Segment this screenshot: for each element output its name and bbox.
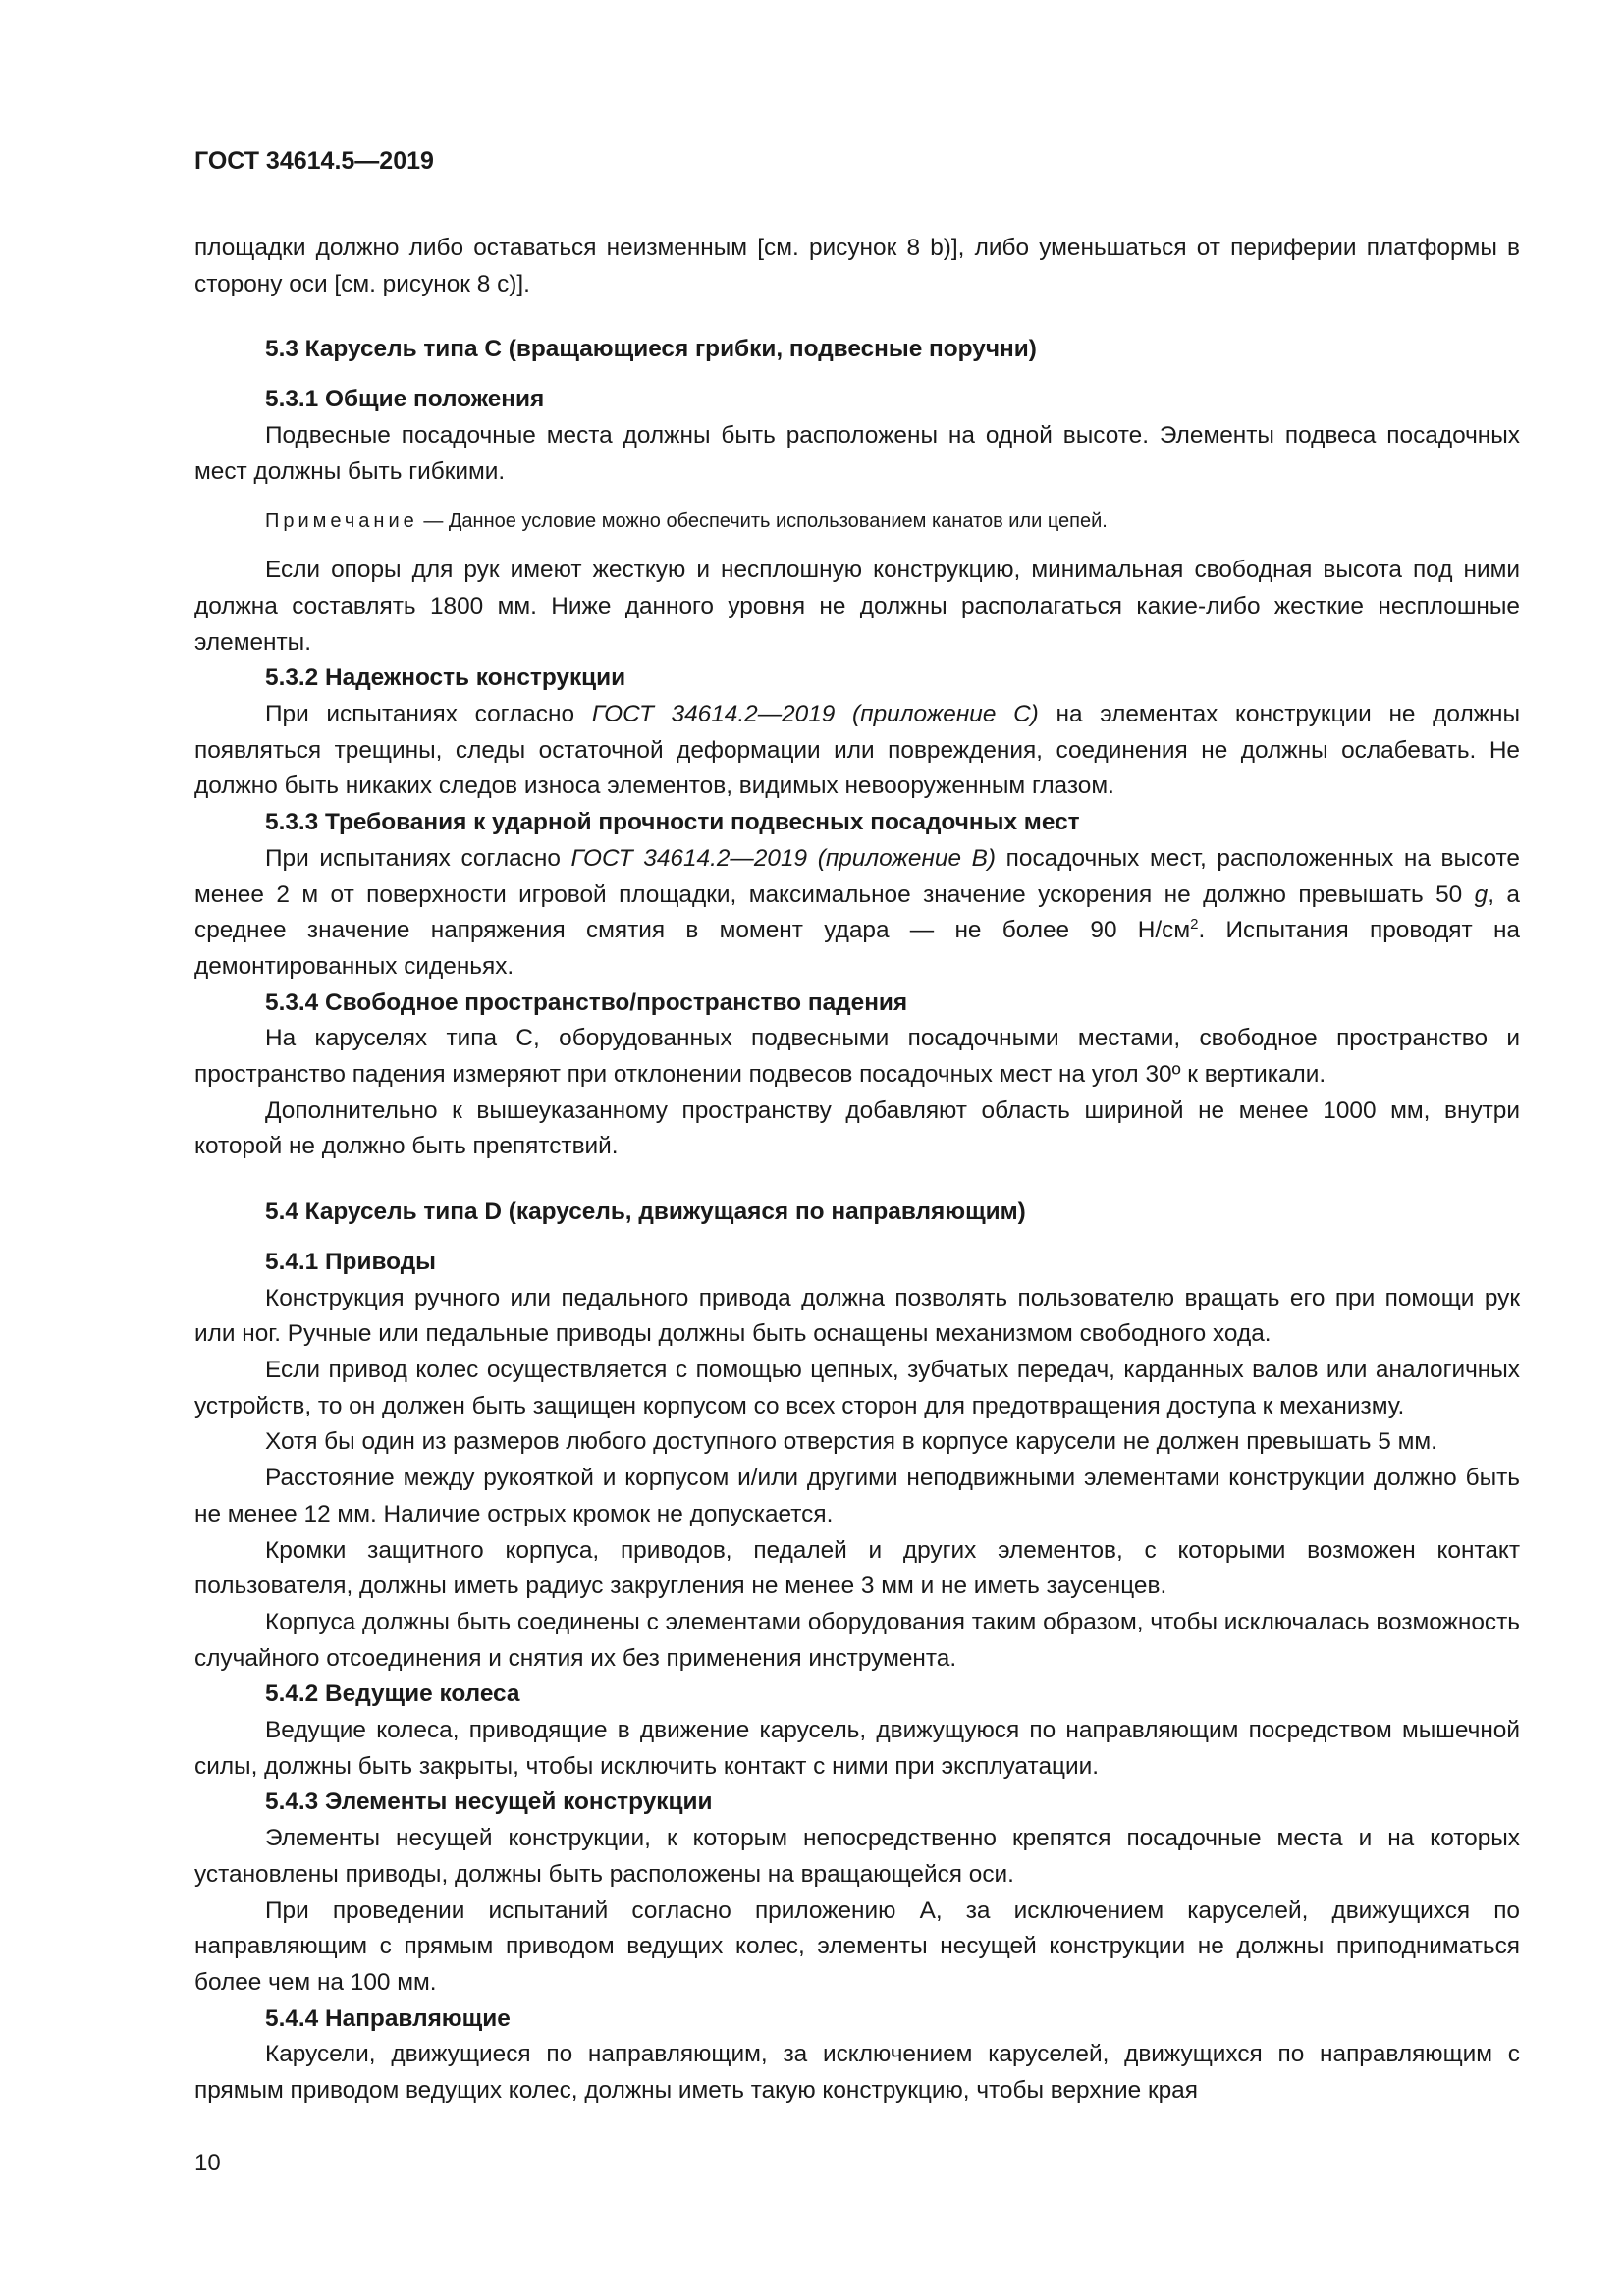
paragraph: Дополнительно к вышеуказанному пространству добавляют область шириной не менее 1000 мм, внутри которой не должно быть препятствий. [194, 1096, 1520, 1160]
paragraph: Карусели, движущиеся по направляющим, за исключением каруселей, движущихся по направляющим с прямым приводом ведущих колес, должны иметь такую конструкцию, чтобы верхние края [194, 2041, 1520, 2105]
document-code: ГОСТ 34614.5—2019 [194, 147, 434, 175]
section-heading-5-4: 5.4 Карусель типа D (карусель, движущаяся по направляющим) [265, 1199, 1026, 1226]
paragraph: При проведении испытаний согласно приложению А, за исключением каруселей, движущихся по направляющим с прямым приводом ведущих колес, элементы несущей конструкции не должны приподниматься более чем на 100 мм. [194, 1896, 1520, 1996]
paragraph: Расстояние между рукояткой и корпусом и/или другими неподвижными элементами конструкции должно быть не менее 12 мм. Наличие острых кромок не допускается. [194, 1465, 1520, 1527]
paragraph: Ведущие колеса, приводящие в движение карусель, движущуюся по направляющим посредством мышечной силы, должны быть закрыты, чтобы исключить контакт с ними при эксплуатации. [194, 1717, 1520, 1780]
subsection-heading-5-4-2: 5.4.2 Ведущие колеса [265, 1681, 520, 1708]
paragraph: Подвесные посадочные места должны быть расположены на одной высоте. Элементы подвеса посадочных мест должны быть гибкими. [194, 421, 1520, 485]
document-page [194, 147, 1520, 2109]
paragraph: Если привод колес осуществляется с помощью цепных, зубчатых передач, карданных валов или аналогичных устройств, то он должен быть защищен корпусом со всех сторон для предотвращения доступа к механизму. [194, 1356, 1520, 1419]
subsection-heading-5-3-2: 5.3.2 Надежность конструкции [265, 665, 626, 692]
text-run: , а среднее значение напряжения смятия в момент удара — не более 90 Н/см [194, 881, 1521, 944]
paragraph [194, 697, 1520, 805]
paragraph: Хотя бы один из размеров любого доступного отверстия в корпусе карусели не должен превышать 5 мм. [265, 1428, 1437, 1456]
section-heading-5-3: 5.3 Карусель типа С (вращающиеся грибки, подвесные поручни) [265, 336, 1037, 363]
paragraph: Корпуса должны быть соединены с элементами оборудования таким образом, чтобы исключалась возможность случайного отсоединения и снятия их без применения инструмента. [194, 1608, 1520, 1672]
text-run: При испытаниях согласно [265, 844, 571, 872]
text-run: При испытаниях согласно [265, 701, 592, 728]
paragraph: Элементы несущей конструкции, к которым непосредственно крепятся посадочные места и на которых установлены приводы, должны быть расположены на вращающейся оси. [194, 1825, 1520, 1888]
note-label: Примечание [265, 510, 418, 533]
subsection-heading-5-3-4: 5.3.4 Свободное пространство/пространство падения [265, 988, 908, 1016]
paragraph: Конструкция ручного или педального привода должна позволять пользователю вращать его при помощи рук или ног. Ручные или педальные приводы должны быть оснащены механизмом свободного хода. [194, 1284, 1520, 1348]
paragraph [194, 841, 1520, 986]
text-run: на элементах конструкции не должны появляться трещины, следы остаточной деформации или повреждения, соединения не должны ослабевать. Не должно быть никаких следов износа элементов, видимых невооруженным глазом. [194, 701, 1520, 800]
standard-reference: ГОСТ 34614.2—2019 (приложение В) [570, 844, 997, 872]
subsection-heading-5-4-1: 5.4.1 Приводы [265, 1248, 437, 1275]
subsection-heading-5-4-3: 5.4.3 Элементы несущей конструкции [265, 1789, 713, 1816]
paragraph: площадки должно либо оставаться неизменным [см. рисунок 8 b)], либо уменьшаться от периферии платформы в сторону оси [см. рисунок 8 c)]. [194, 235, 1520, 297]
subsection-heading-5-3-1: 5.3.1 Общие положения [265, 386, 545, 413]
unit-symbol: g [1474, 881, 1489, 908]
superscript: 2 [1190, 916, 1199, 934]
text-run: посадочных мест, расположенных на высоте менее 2 м от поверхности игровой площадки, максимальное значение ускорения не должно превышать 50 [194, 844, 1520, 908]
paragraph: На каруселях типа С, оборудованных подвесными посадочными местами, свободное пространство и пространство падения измеряют при отклонении подвесов посадочных мест на угол 30º к вертикали. [194, 1025, 1520, 1089]
subsection-heading-5-3-3: 5.3.3 Требования к ударной прочности подвесных посадочных мест [265, 809, 1080, 836]
standard-reference: ГОСТ 34614.2—2019 (приложение С) [591, 701, 1039, 728]
page-number: 10 [194, 2150, 221, 2176]
note-text: — Данное условие можно обеспечить использованием канатов или цепей. [417, 510, 1108, 533]
subsection-heading-5-4-4: 5.4.4 Направляющие [265, 2004, 511, 2032]
paragraph: Кромки защитного корпуса, приводов, педалей и других элементов, с которыми возможен контакт пользователя, должны иметь радиус закругления не менее 3 мм и не иметь заусенцев. [194, 1536, 1520, 1600]
note [194, 504, 1520, 539]
paragraph: Если опоры для рук имеют жесткую и несплошную конструкцию, минимальная свободная высота под ними должна составлять 1800 мм. Ниже данного уровня не должны располагаться какие-либо жесткие несплошные элементы. [194, 557, 1520, 656]
text-run: . Испытания проводят на демонтированных сиденьях. [194, 917, 1520, 980]
